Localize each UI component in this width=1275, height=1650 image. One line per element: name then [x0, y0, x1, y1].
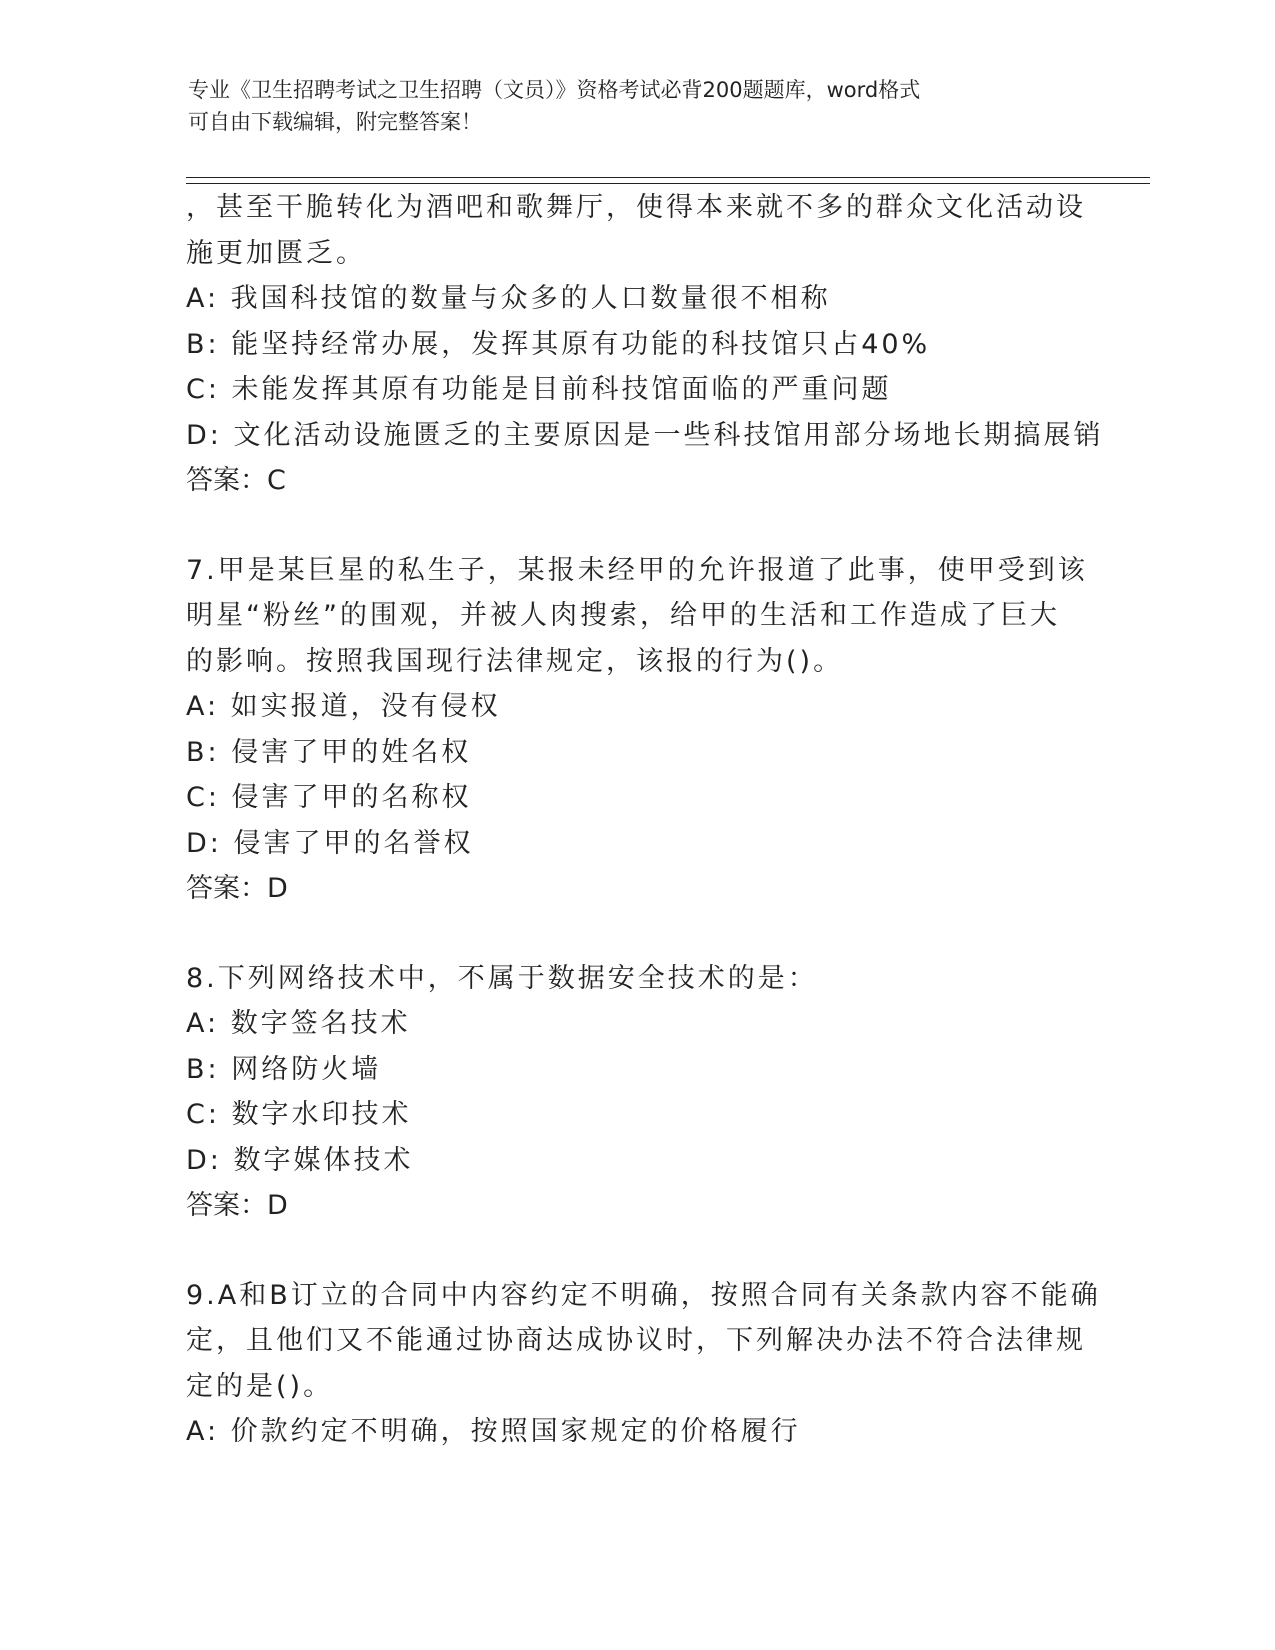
option-c: C: 数字水印技术 [186, 1099, 412, 1130]
question-gap [186, 504, 1116, 548]
option-a: A: 我国科技馆的数量与众多的人口数量很不相称 [186, 283, 831, 314]
option-d: D: 文化活动设施匮乏的主要原因是一些科技馆用部分场地长期搞展销 [186, 419, 1104, 451]
question-6 [186, 185, 1116, 504]
option-b: B: 侵害了甲的姓名权 [186, 736, 472, 768]
question-9 [186, 1273, 1116, 1455]
option-b: B: 能坚持经常办展，发挥其原有功能的科技馆只占40% [186, 328, 931, 360]
question-stem-line: 明星“粉丝”的围观，并被人肉搜索，给甲的生活和工作造成了巨大 [186, 600, 1060, 631]
question-stem-line: 施更加匮乏。 [186, 237, 366, 269]
question-stem-line: ，甚至干脆转化为酒吧和歌舞厅，使得本来就不多的群众文化活动设 [186, 192, 1086, 223]
document-header [188, 74, 1088, 138]
option-a: A: 价款约定不明确，按照国家规定的价格履行 [186, 1416, 801, 1447]
question-stem-line: 7.甲是某巨星的私生子，某报未经甲的允许报道了此事，使甲受到该 [186, 554, 1088, 586]
header-line-1: 专业《卫生招聘考试之卫生招聘（文员）》资格考试必背200题题库，word格式 [188, 78, 921, 102]
document-body [186, 185, 1116, 1455]
option-c: C: 未能发挥其原有功能是目前科技馆面临的严重问题 [186, 374, 892, 405]
question-7 [186, 548, 1116, 912]
header-line-2: 可自由下载编辑，附完整答案！ [188, 110, 482, 134]
answer-line: 答案：C [186, 465, 286, 496]
answer-line: 答案：D [186, 873, 288, 904]
option-d: D: 数字媒体技术 [186, 1144, 414, 1176]
question-stem-line: 定，且他们又不能通过协商达成协议时，下列解决办法不符合法律规 [186, 1325, 1086, 1356]
question-stem-line: 8.下列网络技术中，不属于数据安全技术的是： [186, 962, 818, 994]
question-stem-line: 9.A和B订立的合同中内容约定不明确，按照合同有关条款内容不能确 [186, 1279, 1101, 1311]
option-a: A: 如实报道，没有侵权 [186, 691, 501, 722]
header-double-rule [186, 177, 1150, 184]
question-8 [186, 956, 1116, 1229]
question-gap [186, 912, 1116, 956]
option-a: A: 数字签名技术 [186, 1008, 411, 1039]
option-c: C: 侵害了甲的名称权 [186, 782, 472, 813]
question-stem-line: 的影响。按照我国现行法律规定，该报的行为()。 [186, 645, 844, 677]
question-gap [186, 1229, 1116, 1273]
answer-line: 答案：D [186, 1190, 288, 1221]
option-b: B: 网络防火墙 [186, 1053, 382, 1085]
question-stem-line: 定的是()。 [186, 1370, 334, 1402]
option-d: D: 侵害了甲的名誉权 [186, 827, 474, 859]
